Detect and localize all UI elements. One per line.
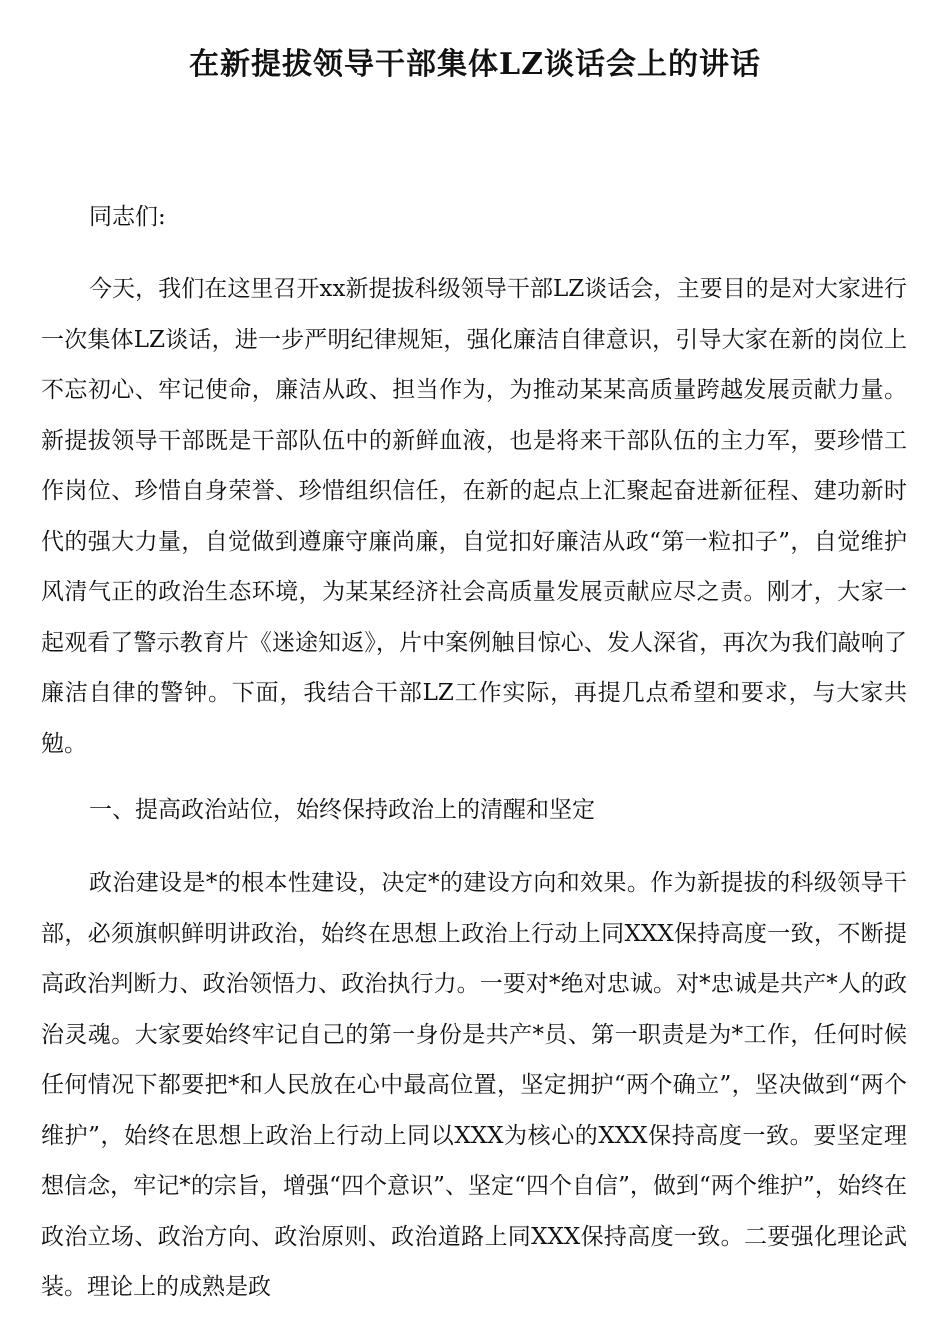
paragraph-political-building: 政治建设是*的根本性建设，决定*的建设方向和效果。作为新提拔的科级领导干部，必须旗帜鲜明讲政治，始终在思想上政治上行动上同XXX保持高度一致，不断提高政治判断力、政治领悟力、政治执行力。一要对*绝对忠诚。对*忠诚是共产*人的政治灵魂。大家要始终牢记自己的第一身份是共产*员、第一职责是为*工作，任何时候任何情况下都要把*和人民放在心中最高位置，坚定拥护“两个确立”，坚决做到“两个维护”，始终在思想上政治上行动上同以XXX为核心的XXX保持高度一致。要坚定理想信念，牢记*的宗旨，增强“四个意识”、坚定“四个自信”，做到“两个维护”，始终在政治立场、政治方向、政治原则、政治道路上同XXX保持高度一致。二要强化理论武装。理论上的成熟是政 bbox=[41, 870, 907, 1300]
section-heading-1: 一、提高政治站位，始终保持政治上的清醒和坚定 bbox=[89, 797, 595, 823]
salutation: 同志们: bbox=[89, 204, 166, 230]
paragraph-intro: 今天，我们在这里召开xx新提拔科级领导干部LZ谈话会，主要目的是对大家进行一次集体LZ谈话，进一步严明纪律规矩，强化廉洁自律意识，引导大家在新的岗位上不忘初心、牢记使命，廉洁从政、担当作为，为推动某某高质量跨越发展贡献力量。新提拔领导干部既是干部队伍中的新鲜血液，也是将来干部队伍的主力军，要珍惜工作岗位、珍惜自身荣誉、珍惜组织信任，在新的起点上汇聚起奋进新征程、建功新时代的强大力量，自觉做到遵廉守廉尚廉，自觉扣好廉洁从政“第一粒扣子”，自觉维护风清气正的政治生态环境，为某某经济社会高质量发展贡献应尽之责。刚才，大家一起观看了警示教育片《迷途知返》，片中案例触目惊心、发人深省，再次为我们敲响了廉洁自律的警钟。下面，我结合干部LZ工作实际，再提几点希望和要求，与大家共勉。 bbox=[41, 276, 907, 757]
document-title: 在新提拔领导干部集体LZ谈话会上的讲话 bbox=[189, 47, 761, 82]
